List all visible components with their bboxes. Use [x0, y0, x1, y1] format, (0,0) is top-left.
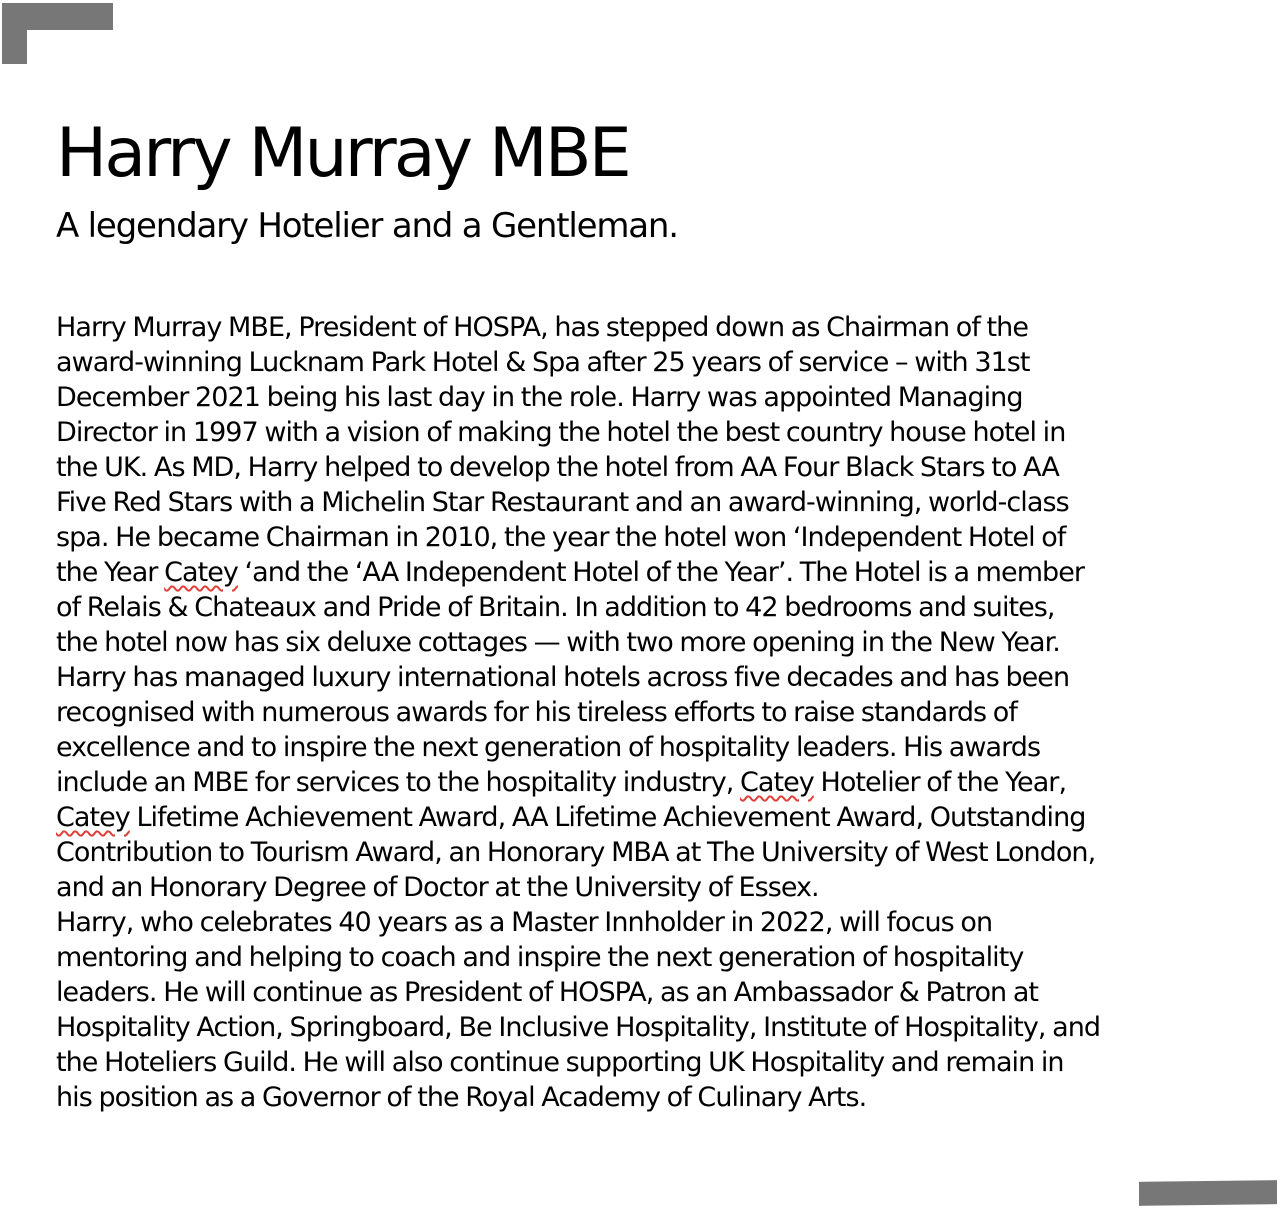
- text-line: Hospitality Action, Springboard, Be Inclusive Hospitality, Institute of Hospitality, and: [56, 1012, 1101, 1043]
- text-line: December 2021 being his last day in the role. Harry was appointed Managing: [56, 382, 1023, 413]
- text-line: Five Red Stars with a Michelin Star Restaurant and an award-winning, world-class: [56, 487, 1069, 518]
- text-line: the Year Catey ‘and the ‘AA Independent Hotel of the Year’. The Hotel is a member: [56, 557, 1085, 588]
- article: [56, 110, 1256, 1115]
- text-line: Harry Murray MBE, President of HOSPA, has stepped down as Chairman of the: [56, 312, 1028, 343]
- corner-mark-bottom-right: [1139, 1180, 1277, 1206]
- text-line: excellence and to inspire the next generation of hospitality leaders. His awards: [56, 732, 1041, 763]
- text-line: of Relais & Chateaux and Pride of Britain. In addition to 42 bedrooms and suites,: [56, 592, 1055, 623]
- text-line: Harry has managed luxury international hotels across five decades and has been: [56, 662, 1070, 693]
- spellcheck-flagged-word[interactable]: Catey: [56, 802, 130, 833]
- spellcheck-flagged-word[interactable]: Catey: [740, 767, 814, 798]
- article-title: Harry Murray MBE: [56, 114, 629, 193]
- text-line: recognised with numerous awards for his tireless efforts to raise standards of: [56, 697, 1017, 728]
- text-line: Catey Lifetime Achievement Award, AA Lifetime Achievement Award, Outstanding: [56, 802, 1086, 833]
- article-paragraph: [56, 310, 1256, 905]
- text-line: spa. He became Chairman in 2010, the year the hotel won ‘Independent Hotel of: [56, 522, 1066, 553]
- text-line: Director in 1997 with a vision of making the hotel the best country house hotel in: [56, 417, 1066, 448]
- text-line: the hotel now has six deluxe cottages — with two more opening in the New Year.: [56, 627, 1060, 658]
- article-body: [56, 310, 1256, 1115]
- text-line: Contribution to Tourism Award, an Honorary MBA at The University of West London,: [56, 837, 1096, 868]
- text-line: include an MBE for services to the hospitality industry, Catey Hotelier of the Year,: [56, 767, 1067, 798]
- corner-mark-top-left-vertical: [2, 3, 27, 64]
- text-line: mentoring and helping to coach and inspire the next generation of hospitality: [56, 942, 1024, 973]
- text-line: the Hoteliers Guild. He will also continue supporting UK Hospitality and remain in: [56, 1047, 1064, 1078]
- text-line: the UK. As MD, Harry helped to develop the hotel from AA Four Black Stars to AA: [56, 452, 1059, 483]
- article-paragraph: [56, 905, 1256, 1115]
- text-line: award-winning Lucknam Park Hotel & Spa after 25 years of service – with 31st: [56, 347, 1030, 378]
- article-subtitle: A legendary Hotelier and a Gentleman.: [56, 206, 678, 246]
- spellcheck-flagged-word[interactable]: Catey: [164, 557, 238, 588]
- text-line: leaders. He will continue as President of HOSPA, as an Ambassador & Patron at: [56, 977, 1039, 1008]
- text-line: and an Honorary Degree of Doctor at the University of Essex.: [56, 872, 819, 903]
- text-line: his position as a Governor of the Royal Academy of Culinary Arts.: [56, 1082, 867, 1113]
- text-line: Harry, who celebrates 40 years as a Master Innholder in 2022, will focus on: [56, 907, 993, 938]
